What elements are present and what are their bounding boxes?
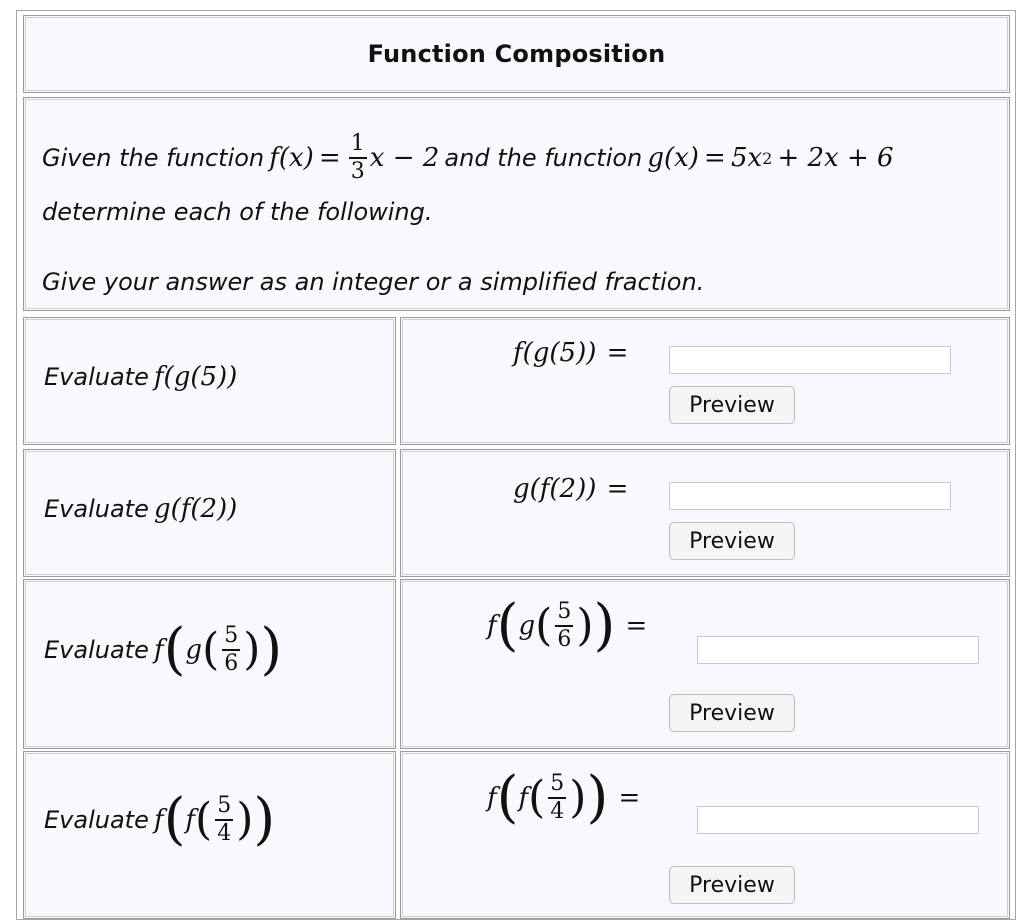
equals-sign: = bbox=[606, 474, 629, 504]
answer-4-fraction bbox=[548, 773, 566, 823]
close-paren: ) bbox=[253, 787, 276, 852]
close-paren: ) bbox=[236, 794, 254, 845]
f-equals: = bbox=[318, 143, 341, 173]
preview-button-4[interactable]: Preview bbox=[669, 866, 795, 904]
outer-function: f bbox=[153, 805, 164, 835]
question-3-label-cell bbox=[23, 579, 396, 749]
fraction-numerator: 5 bbox=[550, 771, 565, 796]
answer-input-4[interactable] bbox=[697, 806, 979, 834]
question-2-answer-cell bbox=[400, 449, 1010, 577]
problem-sheet bbox=[16, 10, 1016, 920]
inner-function: f bbox=[518, 783, 529, 813]
answer-input-2[interactable] bbox=[669, 482, 951, 510]
close-paren: ) bbox=[569, 772, 587, 823]
question-3-label bbox=[44, 617, 283, 682]
inner-function: g bbox=[185, 635, 203, 665]
title-box bbox=[23, 15, 1010, 93]
question-3-answer-expression bbox=[487, 593, 648, 658]
fraction-denominator: 6 bbox=[557, 627, 572, 652]
answer-format-note: Give your answer as an integer or a simplified fraction. bbox=[42, 268, 705, 296]
question-1-answer-expression bbox=[513, 338, 628, 368]
evaluate-text: Evaluate bbox=[44, 495, 149, 523]
question-4-answer-expression bbox=[487, 765, 641, 830]
evaluate-text: Evaluate bbox=[44, 636, 149, 664]
close-paren: ) bbox=[243, 624, 261, 675]
f-definition-name: f(x) bbox=[269, 143, 314, 173]
question-2-expression: g(f(2)) bbox=[153, 494, 238, 524]
question-2-label-cell bbox=[23, 449, 396, 577]
question-1-label bbox=[44, 362, 237, 392]
intro-and-text: and the function bbox=[444, 144, 643, 172]
close-paren: ) bbox=[593, 593, 616, 658]
intro-box bbox=[23, 97, 1010, 311]
question-2-answer-expression bbox=[513, 474, 628, 504]
page-title: Function Composition bbox=[367, 40, 666, 68]
question-4-answer-cell bbox=[400, 751, 1010, 919]
open-paren: ( bbox=[163, 787, 186, 852]
fraction-numerator: 5 bbox=[557, 599, 572, 624]
outer-function: f bbox=[487, 783, 497, 813]
open-paren: ( bbox=[163, 617, 186, 682]
f-fraction bbox=[349, 133, 367, 183]
g-definition-b: + 2x + 6 bbox=[777, 143, 894, 173]
answer-input-3[interactable] bbox=[697, 636, 979, 664]
outer-function: f bbox=[153, 635, 164, 665]
close-paren: ) bbox=[260, 617, 283, 682]
fraction-denominator: 6 bbox=[224, 651, 239, 676]
question-4-label bbox=[44, 787, 276, 852]
answer-input-1[interactable] bbox=[669, 346, 951, 374]
f-fraction-numerator: 1 bbox=[350, 131, 365, 156]
close-paren: ) bbox=[586, 765, 609, 830]
open-paren: ( bbox=[496, 765, 519, 830]
outer-function: f bbox=[487, 611, 497, 641]
close-paren: ) bbox=[576, 600, 594, 651]
open-paren: ( bbox=[195, 794, 213, 845]
fraction-numerator: 5 bbox=[224, 623, 239, 648]
open-paren: ( bbox=[496, 593, 519, 658]
f-fraction-denominator: 3 bbox=[350, 159, 365, 184]
answer-expression-text: g(f(2)) bbox=[513, 474, 597, 504]
equals-sign: = bbox=[625, 611, 648, 641]
intro-line-functions bbox=[42, 126, 894, 190]
g-definition-name: g(x) bbox=[647, 143, 699, 173]
evaluate-text: Evaluate bbox=[44, 806, 149, 834]
question-2-label bbox=[44, 494, 237, 524]
intro-given-text: Given the function bbox=[42, 144, 265, 172]
open-paren: ( bbox=[528, 772, 546, 823]
g-definition-a: 5x bbox=[730, 143, 763, 173]
answer-expression-text: f(g(5)) bbox=[513, 338, 597, 368]
question-4-label-cell bbox=[23, 751, 396, 919]
preview-button-2[interactable]: Preview bbox=[669, 522, 795, 560]
g-exponent: 2 bbox=[762, 148, 773, 168]
question-4-fraction bbox=[215, 795, 233, 845]
inner-function: g bbox=[518, 611, 536, 641]
inner-function: f bbox=[185, 805, 196, 835]
question-3-answer-cell bbox=[400, 579, 1010, 749]
fraction-denominator: 4 bbox=[550, 799, 565, 824]
g-equals: = bbox=[704, 143, 726, 173]
equals-sign: = bbox=[618, 783, 641, 813]
preview-button-3[interactable]: Preview bbox=[669, 694, 795, 732]
question-3-fraction bbox=[222, 625, 240, 675]
f-definition-rest: x − 2 bbox=[369, 143, 440, 173]
answer-3-fraction bbox=[555, 601, 573, 651]
open-paren: ( bbox=[202, 624, 220, 675]
preview-button-1[interactable]: Preview bbox=[669, 386, 795, 424]
fraction-denominator: 4 bbox=[217, 821, 232, 846]
question-1-expression: f(g(5)) bbox=[153, 362, 238, 392]
intro-instruction: determine each of the following. bbox=[42, 198, 433, 226]
question-1-label-cell bbox=[23, 317, 396, 445]
open-paren: ( bbox=[535, 600, 553, 651]
equals-sign: = bbox=[606, 338, 629, 368]
evaluate-text: Evaluate bbox=[44, 363, 149, 391]
question-1-answer-cell bbox=[400, 317, 1010, 445]
fraction-numerator: 5 bbox=[217, 793, 232, 818]
